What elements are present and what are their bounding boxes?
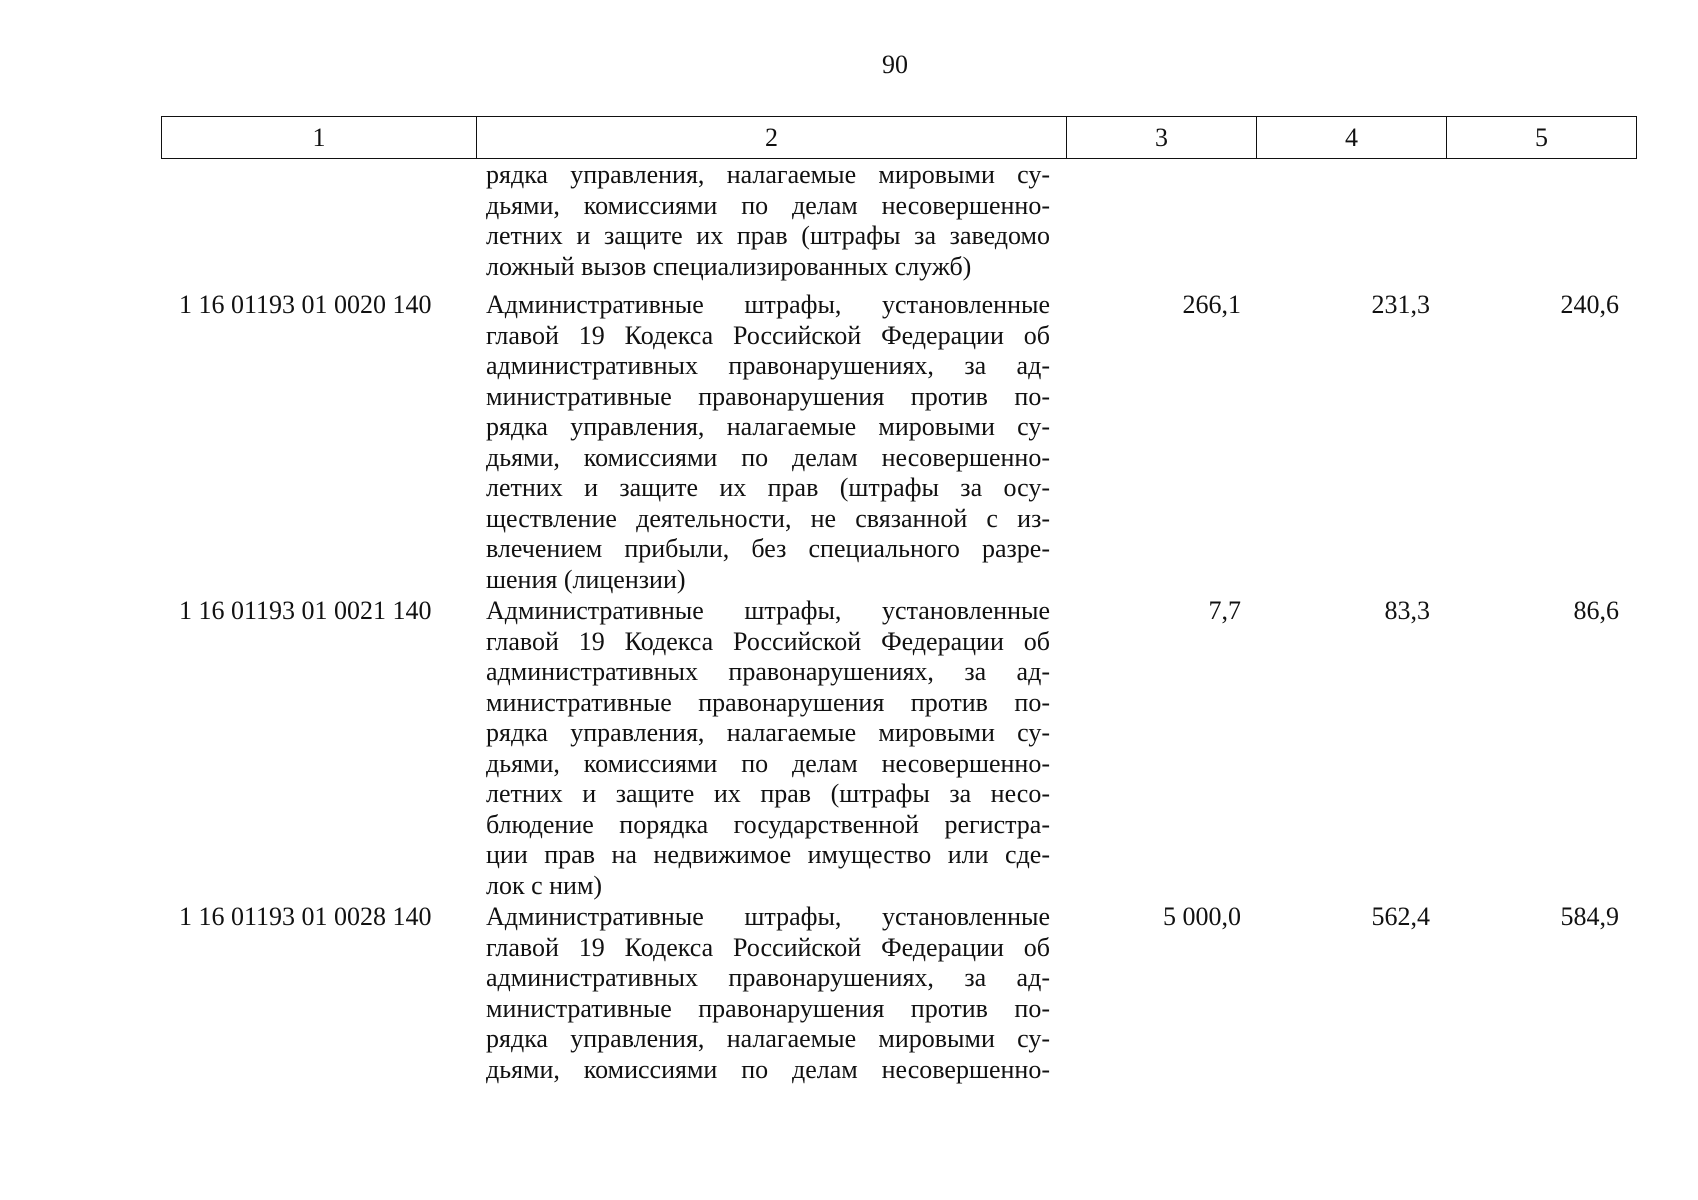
value-col5: 240,6 <box>1560 290 1619 319</box>
description-line: ществление деятельности, не связанной с из- <box>486 503 1050 533</box>
description-line: административных правонарушениях, за ад- <box>486 963 1050 992</box>
continuation-description <box>486 160 1050 282</box>
description-line: ции прав на недвижимое имущество или сде- <box>486 840 1050 869</box>
value-col5: 584,9 <box>1560 902 1619 931</box>
description-line: министративные правонарушения против по- <box>486 993 1050 1023</box>
row-description <box>486 596 1050 901</box>
row-description <box>486 902 1050 1085</box>
description-line: рядка управления, налагаемые мировыми су- <box>486 412 1050 441</box>
value-col4: 83,3 <box>1384 596 1430 625</box>
column-header-3: 3 <box>1067 117 1257 159</box>
value-col3: 5 000,0 <box>1163 902 1241 931</box>
description-line: главой 19 Кодекса Российской Федерации об <box>486 626 1050 656</box>
page-number: 90 <box>882 50 908 79</box>
column-header-table <box>161 116 1637 159</box>
description-line: министративные правонарушения против по- <box>486 687 1050 717</box>
column-header-5: 5 <box>1447 117 1637 159</box>
description-line: министративные правонарушения против по- <box>486 381 1050 411</box>
description-line: влечением прибыли, без специального разре- <box>486 534 1050 563</box>
value-col4: 562,4 <box>1371 902 1430 931</box>
description-line: дьями, комиссиями по делам несовершенно- <box>486 442 1050 472</box>
description-line: рядка управления, налагаемые мировыми су- <box>486 1024 1050 1053</box>
description-line: главой 19 Кодекса Российской Федерации об <box>486 320 1050 350</box>
description-line: лок с ним) <box>486 870 603 900</box>
description-line: рядка управления, налагаемые мировыми су- <box>486 718 1050 747</box>
description-line: блюдение порядка государственной регистра- <box>486 809 1050 839</box>
value-col3: 7,7 <box>1208 596 1241 625</box>
column-header-1: 1 <box>162 117 477 159</box>
description-line: шения (лицензии) <box>486 564 686 594</box>
budget-code: 1 16 01193 01 0021 140 <box>179 596 432 625</box>
column-header-2: 2 <box>477 117 1067 159</box>
description-line: ложный вызов специализированных служб) <box>486 251 972 281</box>
value-col5: 86,6 <box>1573 596 1619 625</box>
description-line: летних и защите их прав (штрафы за несо- <box>486 779 1050 808</box>
description-line: летних и защите их прав (штрафы за заведомо <box>486 221 1050 250</box>
description-line: летних и защите их прав (штрафы за осу- <box>486 473 1050 502</box>
description-line: дьями, комиссиями по делам несовершенно- <box>486 748 1050 778</box>
value-col3: 266,1 <box>1182 290 1241 319</box>
description-line: административных правонарушениях, за ад- <box>486 657 1050 686</box>
description-line: Административные штрафы, установленные <box>486 902 1050 931</box>
description-line: рядка управления, налагаемые мировыми су- <box>486 160 1050 189</box>
description-line: главой 19 Кодекса Российской Федерации об <box>486 932 1050 962</box>
description-line: административных правонарушениях, за ад- <box>486 351 1050 380</box>
column-header-4: 4 <box>1257 117 1447 159</box>
row-description <box>486 290 1050 595</box>
value-col4: 231,3 <box>1371 290 1430 319</box>
description-line: Административные штрафы, установленные <box>486 596 1050 625</box>
description-line: дьями, комиссиями по делам несовершенно- <box>486 190 1050 220</box>
budget-code: 1 16 01193 01 0020 140 <box>179 290 432 319</box>
budget-code: 1 16 01193 01 0028 140 <box>179 902 432 931</box>
description-line: Административные штрафы, установленные <box>486 290 1050 319</box>
column-header-row <box>162 117 1637 159</box>
description-line: дьями, комиссиями по делам несовершенно- <box>486 1054 1050 1084</box>
